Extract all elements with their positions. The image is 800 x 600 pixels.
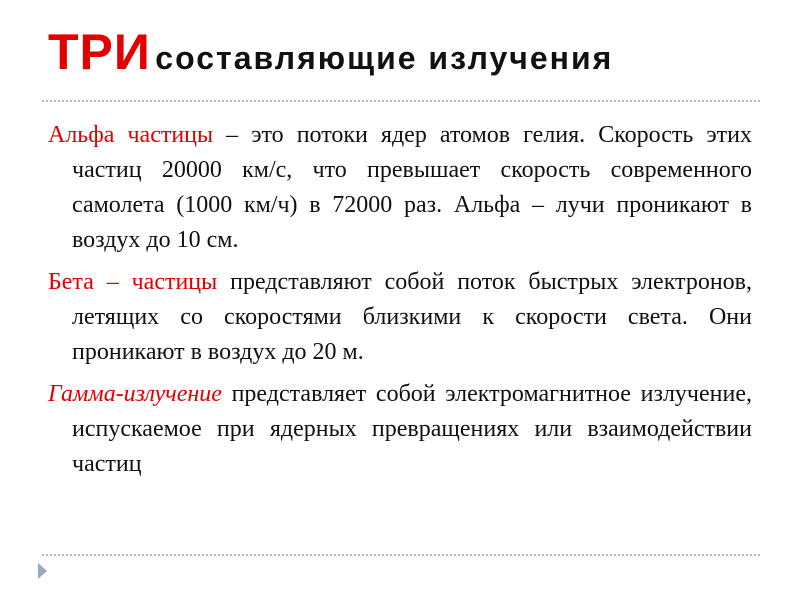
alpha-term: Альфа частицы	[48, 122, 214, 148]
beta-body: представляют собой поток быстрых электронов, летящих со скоростями близкими к скорости света. Они проникают в воздух до 20 м.	[72, 269, 752, 365]
gamma-body: представляет собой электромагнитное излучение, испускаемое при ядерных превращениях или взаимодействии частиц	[72, 381, 752, 477]
title-rest: составляющие излучения	[155, 40, 614, 76]
title-divider	[42, 100, 760, 102]
gamma-paragraph	[48, 377, 752, 482]
slide-content	[48, 118, 752, 489]
alpha-paragraph	[48, 118, 752, 258]
right-triangle-arrow-icon[interactable]	[38, 563, 47, 579]
beta-paragraph	[48, 265, 752, 370]
alpha-body: – это потоки ядер атомов гелия. Скорость этих частиц 20000 км/с, что превышает скорость современного самолета (1000 км/ч) в 72000 раз. Альфа – лучи проникают в воздух до 10 см.	[72, 122, 752, 253]
title-accent: ТРИ	[48, 24, 151, 80]
footer-divider	[42, 554, 760, 556]
slide-title	[48, 24, 748, 89]
beta-term: Бета – частицы	[48, 269, 218, 295]
gamma-term: Гамма-излучение	[48, 381, 222, 407]
